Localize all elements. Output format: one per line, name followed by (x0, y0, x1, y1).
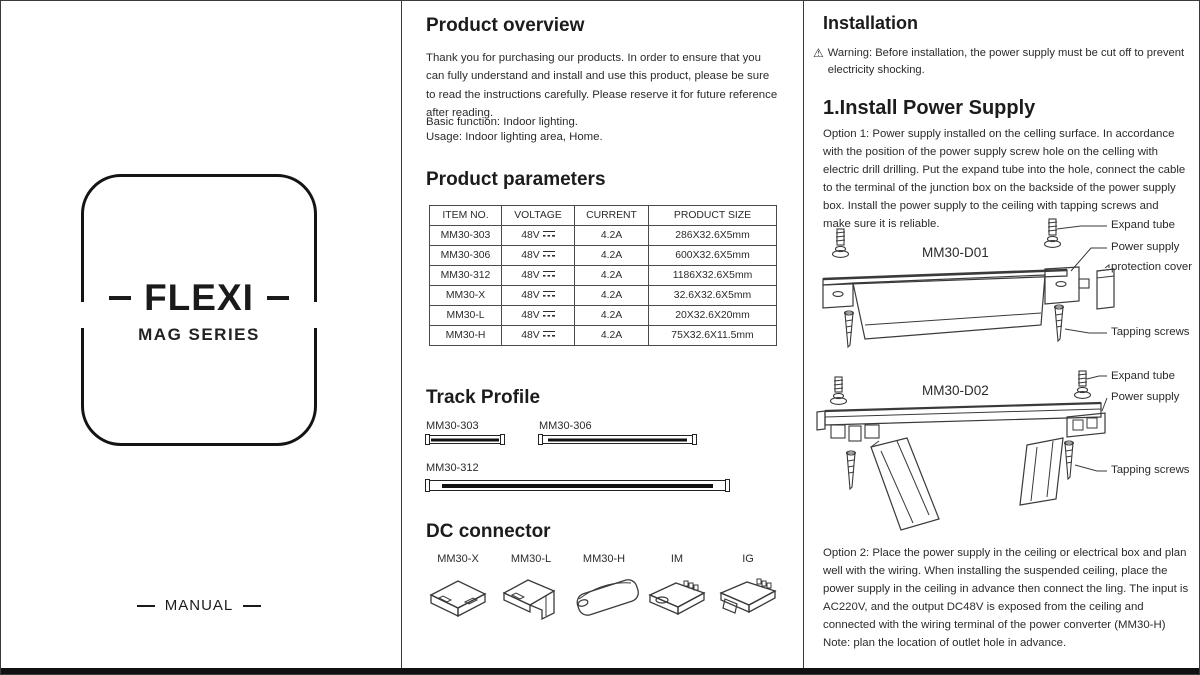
connector-mm30x-drawing (425, 569, 491, 621)
table-cell: MM30-303 (430, 226, 502, 246)
connector-label: MM30-L (510, 553, 552, 565)
track-profile-drawing (426, 480, 729, 491)
table-cell: 286X32.6X5mm (649, 226, 777, 246)
part-label-expand-tube: Expand tube (1111, 370, 1175, 382)
track-profile-drawing (426, 435, 504, 444)
table-row (430, 246, 777, 266)
option2-body: Option 2: Place the power supply in the ceiling or electrical box and plan well with the wiring. When installing the suspended ceiling, place the power supply in the ceiling in advance then connect the ling. The input is AC220V, and the output DC48V is exposed from the ceiling and connected with the wiring terminal of the power converter (MM30-H) (823, 547, 1189, 632)
connector-item (713, 553, 783, 621)
diagram-mm30-d01 (809, 213, 1200, 365)
connector-label: MM30-X (437, 553, 479, 565)
option1-body: Option 1: Power supply installed on the celling surface. In accordance with the position of the power supply screw hole on the celling with electric drill drilling. Put the expand tube into the hole, connect the cable to the terminal of the junction box on the backside of the power supply box. Install the power supply to the ceiling with tapping screws and make sure it is reliable. (823, 128, 1186, 231)
connector-label: MM30-H (582, 553, 626, 565)
track-label: MM30-312 (426, 462, 479, 474)
table-cell: 48V (502, 286, 575, 306)
connector-label: IM (670, 553, 684, 565)
connector-item (642, 553, 712, 621)
dash-line (109, 296, 131, 300)
bottom-strip (1, 668, 1200, 675)
part-label-tapping-screws: Tapping screws (1111, 464, 1190, 476)
track-label: MM30-303 (426, 420, 479, 432)
diagram-model-label: MM30-D02 (922, 383, 989, 398)
manual-label-row (81, 597, 317, 614)
table-cell: 1186X32.6X5mm (649, 266, 777, 286)
warning-text: Warning: Before installation, the power supply must be cut off to prevent electricity shocking. (827, 47, 1185, 77)
connector-mm30l-drawing (498, 569, 564, 621)
table-cell: MM30-H (430, 326, 502, 346)
section-title-dc-connector: DC connector (426, 521, 551, 542)
diagram-mm30-d02 (809, 367, 1200, 542)
track-profile-drawing (539, 435, 696, 444)
brand-subtitle: MAG SERIES (138, 325, 260, 344)
brand-title: FLEXI (144, 277, 254, 318)
brand-title-row (84, 277, 314, 319)
connector-item (569, 553, 639, 621)
table-cell: 4.2A (575, 286, 649, 306)
logo-frame (81, 174, 317, 446)
table-cell: 600X32.6X5mm (649, 246, 777, 266)
table-cell: 4.2A (575, 226, 649, 246)
dash-line (137, 605, 155, 607)
section-title-product-parameters: Product parameters (426, 169, 606, 190)
dash-line (267, 296, 289, 300)
table-cell: MM30-312 (430, 266, 502, 286)
warning-row (813, 45, 1191, 80)
overview-body: Thank you for purchasing our products. In order to ensure that you can fully understand and install and use this product, please be sure to read the instructions carefully. Please reserve it for future reference after reading. (426, 52, 778, 119)
part-label-power-supply: Power supply (1111, 391, 1180, 403)
connector-ig-drawing (713, 569, 783, 621)
table-cell: 4.2A (575, 306, 649, 326)
table-header-cell: PRODUCT SIZE (649, 206, 777, 226)
connector-label: IG (742, 553, 754, 565)
track-label: MM30-306 (539, 420, 592, 432)
note-line: Note: plan the location of outlet hole in advance. (823, 637, 1067, 650)
table-header-cell: CURRENT (575, 206, 649, 226)
parameters-table (429, 205, 777, 346)
connector-item (423, 553, 493, 621)
part-label-power-supply: Power supply (1111, 241, 1180, 253)
connector-mm30h-drawing (569, 569, 639, 621)
table-header-cell: VOLTAGE (502, 206, 575, 226)
part-label-tapping-screws: Tapping screws (1111, 326, 1190, 338)
manual-label: MANUAL (164, 597, 234, 614)
table-cell: 32.6X32.6X5mm (649, 286, 777, 306)
table-header-cell: ITEM NO. (430, 206, 502, 226)
part-label-expand-tube: Expand tube (1111, 219, 1175, 231)
table-cell: 4.2A (575, 246, 649, 266)
diagram-model-label: MM30-D01 (922, 245, 989, 260)
section-title-install-power-supply: 1.Install Power Supply (823, 97, 1036, 119)
basic-function-line: Basic function: Indoor lighting. (426, 116, 578, 128)
section-title-product-overview: Product overview (426, 15, 585, 36)
table-cell: 48V (502, 266, 575, 286)
panel-divider-left (401, 1, 402, 668)
table-cell: 4.2A (575, 326, 649, 346)
warning-icon: ⚠ (813, 46, 824, 60)
table-cell: 48V (502, 226, 575, 246)
table-row (430, 326, 777, 346)
table-row (430, 286, 777, 306)
dash-line (243, 605, 261, 607)
table-cell: 48V (502, 326, 575, 346)
option2-block (823, 544, 1193, 652)
table-cell: MM30-L (430, 306, 502, 326)
part-label-protection-cover: protection cover (1111, 261, 1193, 273)
section-title-track-profile: Track Profile (426, 387, 541, 408)
table-cell: 4.2A (575, 266, 649, 286)
table-cell: MM30-X (430, 286, 502, 306)
table-row (430, 266, 777, 286)
d01-line-art (809, 213, 1200, 365)
table-row (430, 226, 777, 246)
table-cell: 48V (502, 306, 575, 326)
table-cell: 48V (502, 246, 575, 266)
table-header-row (430, 206, 777, 226)
usage-line: Usage: Indoor lighting area, Home. (426, 131, 603, 143)
connector-item (496, 553, 566, 621)
table-row (430, 306, 777, 326)
panel-divider-right (803, 1, 804, 668)
table-cell: 75X32.6X11.5mm (649, 326, 777, 346)
table-cell: MM30-306 (430, 246, 502, 266)
connector-im-drawing (642, 569, 712, 621)
section-title-installation: Installation (823, 13, 919, 33)
table-cell: 20X32.6X20mm (649, 306, 777, 326)
